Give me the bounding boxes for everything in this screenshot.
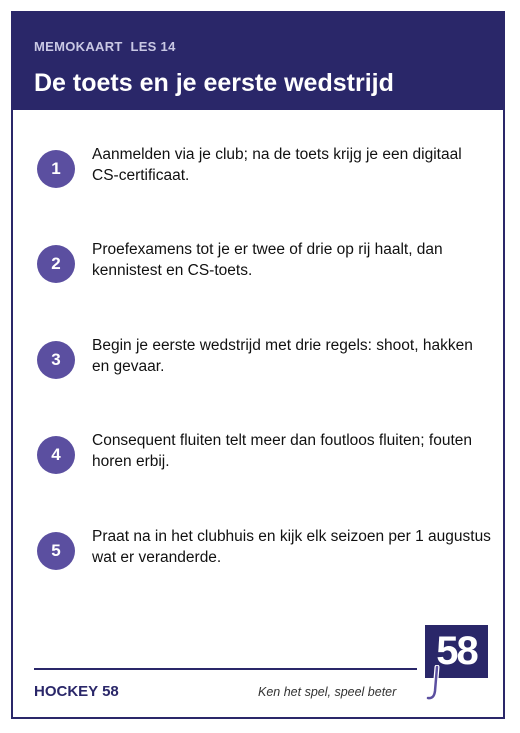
logo-text: 58 [436, 629, 477, 673]
item-number-badge: 5 [37, 532, 75, 570]
item-text: Aanmelden via je club; na de toets krijg je een digitaal CS-certificaat. [92, 146, 462, 184]
item-text: Begin je eerste wedstrijd met drie regels: shoot, hakken en gevaar. [92, 337, 473, 375]
item-text: Proefexamens tot je er twee of drie op rij haalt, dan kennistest en CS-toets. [92, 241, 443, 279]
item-number-badge: 3 [37, 341, 75, 379]
tagline: Ken het spel, speel beter [258, 685, 397, 699]
item-number-badge: 2 [37, 245, 75, 283]
brand-name: HOCKEY 58 [34, 683, 119, 700]
item-number-badge: 1 [37, 150, 75, 188]
footer-divider [34, 668, 417, 670]
hockey-stick-icon [423, 665, 447, 705]
item-text: Consequent fluiten telt meer dan foutloos fluiten; fouten horen erbij. [92, 432, 472, 470]
memo-card [11, 11, 505, 719]
card-header [13, 13, 503, 110]
item-number-badge: 4 [37, 436, 75, 474]
page-title: De toets en je eerste wedstrijd [34, 69, 394, 97]
header-kicker: MEMOKAART LES 14 [34, 39, 176, 54]
item-text: Praat na in het clubhuis en kijk elk seizoen per 1 augustus wat er veranderde. [92, 528, 491, 566]
